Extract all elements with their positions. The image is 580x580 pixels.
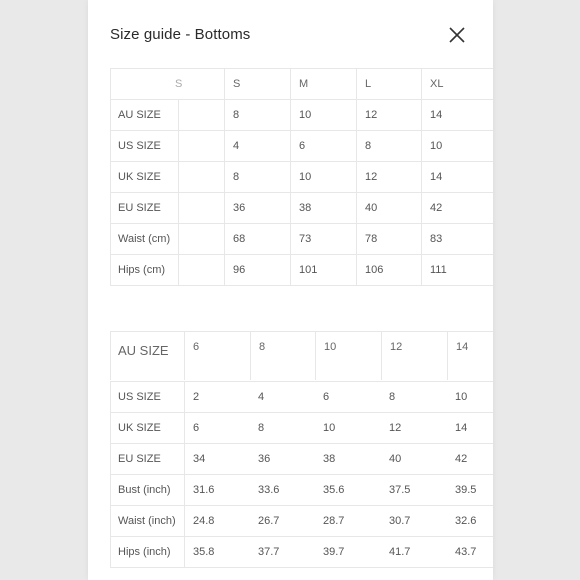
table-row — [110, 412, 493, 444]
table-cell: 2 — [184, 382, 251, 413]
table-cell: 39.5 — [455, 484, 477, 496]
row-label: Hips (cm) — [110, 255, 179, 286]
table-cell: 40 — [356, 193, 420, 224]
table-cell: 31.6 — [184, 475, 251, 506]
header-cell: 10 — [315, 332, 382, 380]
table-cell: 43.7 — [455, 546, 477, 558]
blank-cell — [178, 193, 225, 224]
header-cell: 6 — [184, 332, 251, 380]
row-label: EU SIZE — [110, 444, 185, 475]
table-bottom-border — [110, 567, 493, 568]
table-cell: 40 — [389, 453, 402, 465]
table-cell: 42 — [455, 453, 468, 465]
table-cell: 8 — [224, 162, 288, 193]
row-label: Waist (cm) — [110, 224, 179, 255]
table-cell: 38 — [323, 453, 336, 465]
table-row — [110, 474, 493, 506]
table-cell: 96 — [224, 255, 288, 286]
header-cell: M — [290, 69, 354, 100]
table-cell: 34 — [184, 444, 251, 475]
row-label: AU SIZE — [110, 100, 179, 131]
table-cell: 8 — [356, 131, 420, 162]
table-cell: 12 — [356, 162, 420, 193]
table-cell: 41.7 — [389, 546, 411, 558]
table-cell: 101 — [290, 255, 354, 286]
table-cell: 42 — [421, 193, 490, 224]
header-partial: S — [175, 78, 183, 90]
table-cell: 35.6 — [323, 484, 345, 496]
table-cell: 6 — [184, 413, 251, 444]
row-label: Bust (inch) — [110, 475, 185, 506]
table-cell: 37.5 — [389, 484, 411, 496]
header-cell: L — [356, 69, 420, 100]
table-row — [110, 223, 493, 255]
table-cell: 30.7 — [389, 515, 411, 527]
size-guide-modal — [88, 0, 493, 580]
header-cell: 14 — [447, 332, 514, 380]
table-cell: 14 — [421, 162, 490, 193]
header-cell-blank — [110, 69, 183, 100]
table-cell: 106 — [356, 255, 420, 286]
table-cell: 37.7 — [258, 546, 280, 558]
table-cell: 78 — [356, 224, 420, 255]
table-cell: 4 — [258, 391, 265, 403]
table-cell: 24.8 — [184, 506, 251, 537]
table-cell: 6 — [323, 391, 330, 403]
table-header-row — [110, 331, 493, 380]
table-cell: 12 — [389, 422, 402, 434]
table-cell: 14 — [421, 100, 490, 131]
table-cell: 83 — [421, 224, 490, 255]
row-label: UK SIZE — [110, 162, 179, 193]
table-cell: 8 — [258, 422, 265, 434]
table-header-row — [110, 68, 493, 100]
table-row — [110, 192, 493, 224]
header-cell: 12 — [381, 332, 448, 380]
blank-cell — [178, 255, 225, 286]
row-label: Hips (inch) — [110, 537, 185, 568]
table-cell: 36 — [258, 453, 271, 465]
header-cell: XL — [421, 69, 490, 100]
table-cell: 10 — [421, 131, 490, 162]
table-row — [110, 536, 493, 568]
blank-cell — [178, 162, 225, 193]
row-label: US SIZE — [110, 382, 185, 413]
table-cell: 8 — [389, 391, 396, 403]
table-cell: 10 — [323, 422, 336, 434]
table-cell: 12 — [356, 100, 420, 131]
table-cell: 10 — [455, 391, 468, 403]
close-icon[interactable] — [448, 26, 466, 44]
modal-title: Size guide - Bottoms — [110, 26, 251, 43]
row-label: EU SIZE — [110, 193, 179, 224]
table-cell: 35.8 — [184, 537, 251, 568]
row-label: AU SIZE — [110, 332, 185, 380]
table-cell: 68 — [224, 224, 288, 255]
table-row — [110, 161, 493, 193]
header-cell: S — [224, 69, 288, 100]
table-cell: 39.7 — [323, 546, 345, 558]
row-label: Waist (inch) — [110, 506, 185, 537]
table-row — [110, 99, 493, 131]
table-row — [110, 381, 493, 413]
table-cell: 10 — [290, 162, 354, 193]
table-cell: 6 — [290, 131, 354, 162]
table-cell: 26.7 — [258, 515, 280, 527]
row-label: UK SIZE — [110, 413, 185, 444]
table-row — [110, 130, 493, 162]
table-cell: 32.6 — [455, 515, 477, 527]
blank-cell — [178, 100, 225, 131]
table-row — [110, 505, 493, 537]
table-cell: 8 — [224, 100, 288, 131]
table-row — [110, 443, 493, 475]
table-cell: 111 — [421, 255, 490, 286]
table-cell: 28.7 — [323, 515, 345, 527]
table-cell: 36 — [224, 193, 288, 224]
blank-cell — [178, 224, 225, 255]
table-bottom-border — [110, 285, 493, 286]
blank-cell — [178, 131, 225, 162]
table-cell: 73 — [290, 224, 354, 255]
table-cell: 4 — [224, 131, 288, 162]
table-cell: 38 — [290, 193, 354, 224]
table-cell: 14 — [455, 422, 468, 434]
table-cell: 10 — [290, 100, 354, 131]
table-row — [110, 254, 493, 286]
header-cell: 8 — [250, 332, 317, 380]
table-cell: 33.6 — [258, 484, 280, 496]
row-label: US SIZE — [110, 131, 179, 162]
